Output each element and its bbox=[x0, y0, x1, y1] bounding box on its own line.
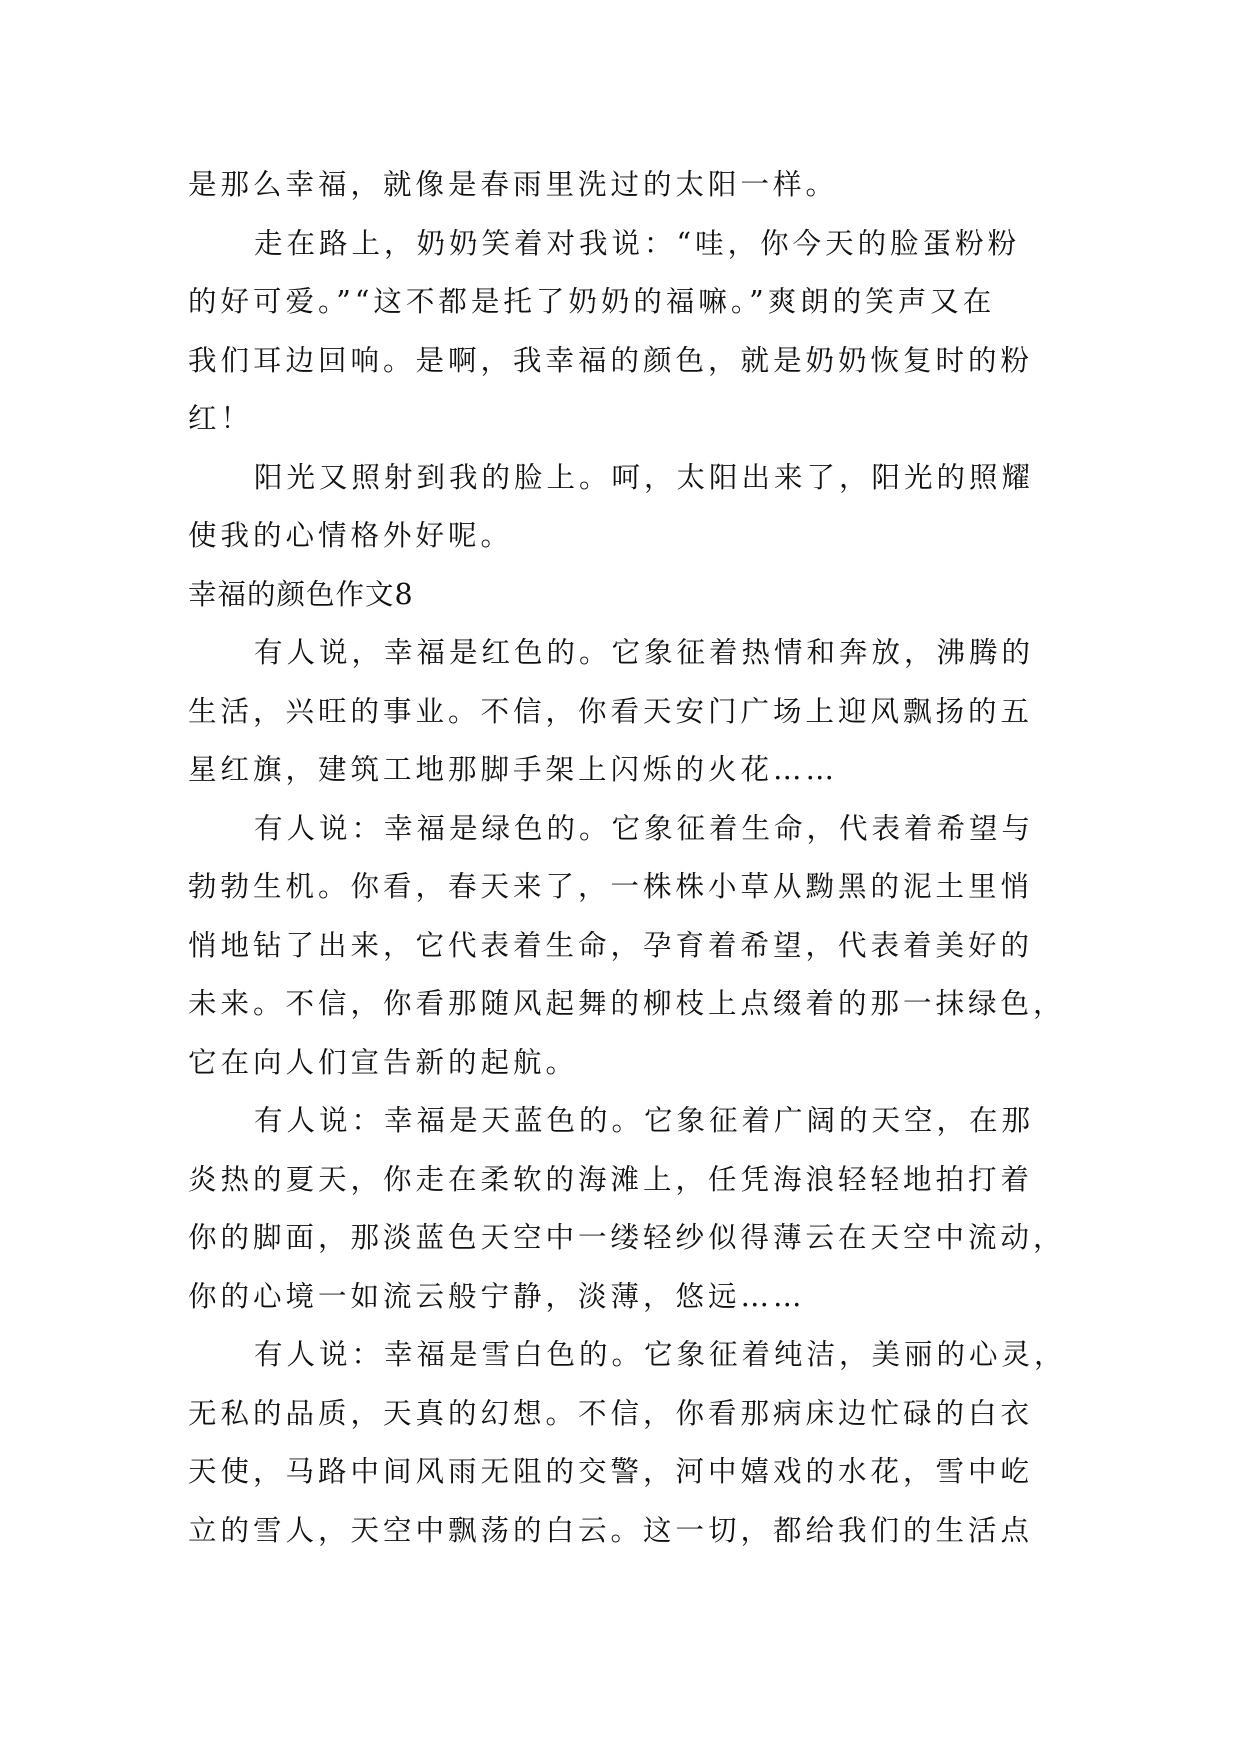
text-line: 有人说，幸福是红色的。它象征着热情和奔放，沸腾的 bbox=[254, 636, 1035, 669]
text-line: 天使，马路中间风雨无阻的交警，河中嬉戏的水花，雪中屹 bbox=[188, 1455, 1034, 1488]
text-line: 我们耳边回响。是啊，我幸福的颜色，就是奶奶恢复时的粉 bbox=[188, 343, 1034, 377]
text-line: 你的心境一如流云般宁静，淡薄，悠远…… bbox=[188, 1279, 806, 1313]
text-line: 炎热的夏天，你走在柔软的海滩上，任凭海浪轻轻地拍打着 bbox=[188, 1162, 1034, 1196]
text-line: 红！ bbox=[188, 402, 254, 435]
text-line: 有人说：幸福是雪白色的。它象征着纯洁，美丽的心灵， bbox=[254, 1338, 1067, 1371]
text-line: 有人说：幸福是绿色的。它象征着生命，代表着希望与 bbox=[254, 811, 1035, 845]
section-heading: 幸福的颜色作文8 bbox=[188, 577, 414, 611]
text-line: 立的雪人，天空中飘荡的白云。这一切，都给我们的生活点 bbox=[188, 1513, 1034, 1547]
text-line: 使我的心情格外好呢。 bbox=[188, 519, 514, 552]
text-line: 走在路上，奶奶笑着对我说：“哇，你今天的脸蛋粉粉 bbox=[254, 226, 1021, 260]
text-line: 悄地钻了出来，它代表着生命，孕育着希望，代表着美好的 bbox=[188, 928, 1034, 962]
text-line: 有人说：幸福是天蓝色的。它象征着广阔的天空，在那 bbox=[254, 1104, 1035, 1137]
text-line: 阳光又照射到我的脸上。呵，太阳出来了，阳光的照耀 bbox=[254, 460, 1035, 494]
text-line: 无私的品质，天真的幻想。不信，你看那病床边忙碌的白衣 bbox=[188, 1396, 1034, 1430]
text-line: 它在向人们宣告新的起航。 bbox=[188, 1045, 579, 1079]
text-line: 未来。不信，你看那随风起舞的柳枝上点缀着的那一抹绿色， bbox=[188, 987, 1066, 1020]
document-page bbox=[188, 156, 1067, 1560]
text-line: 勃勃生机。你看，春天来了，一株株小草从黝黑的泥土里悄 bbox=[188, 870, 1034, 903]
text-line: 的好可爱。”“这不都是托了奶奶的福嘛。”爽朗的笑声又在 bbox=[188, 285, 996, 318]
text-line: 星红旗，建筑工地那脚手架上闪烁的火花…… bbox=[188, 753, 839, 786]
text-line: 生活，兴旺的事业。不信，你看天安门广场上迎风飘扬的五 bbox=[188, 694, 1034, 728]
text-line: 你的脚面，那淡蓝色天空中一缕轻纱似得薄云在天空中流动， bbox=[188, 1221, 1066, 1254]
text-line: 是那么幸福，就像是春雨里洗过的太阳一样。 bbox=[188, 168, 839, 201]
